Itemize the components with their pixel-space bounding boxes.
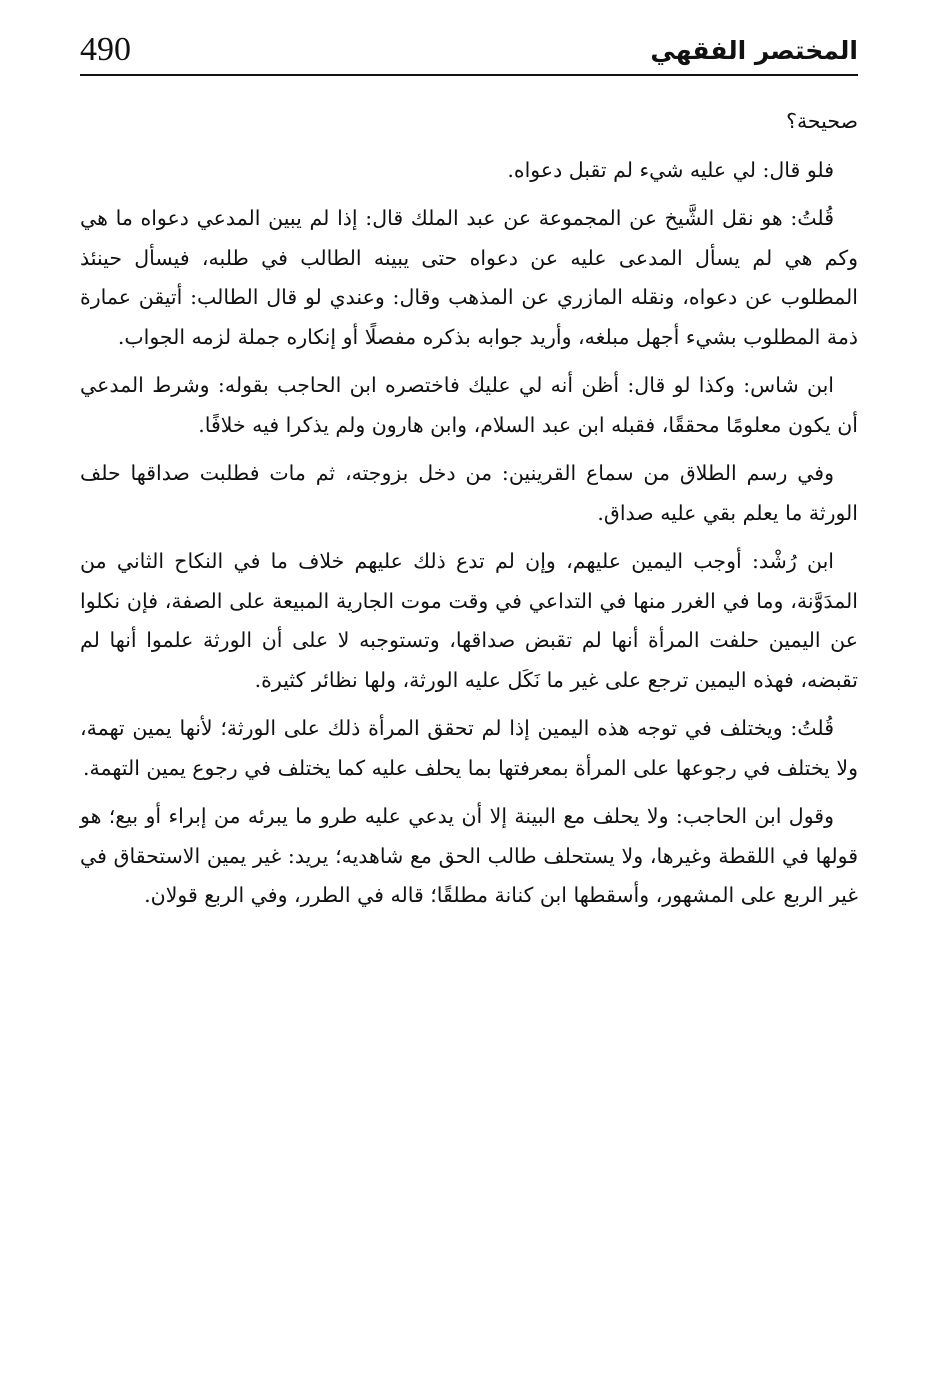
page-header bbox=[80, 24, 858, 78]
paragraph: صحيحة؟ bbox=[786, 109, 858, 133]
book-page bbox=[80, 24, 858, 925]
page-number: 490 bbox=[80, 31, 131, 68]
header-rule bbox=[80, 74, 858, 76]
paragraph: وفي رسم الطلاق من سماع القرينين: من دخل بزوجته، ثم مات فطلبت صداقها حلف الورثة ما يعلم بقي عليه صداق. bbox=[80, 461, 858, 525]
paragraph: ابن رُشْد: أوجب اليمين عليهم، وإن لم تدع ذلك عليهم خلاف ما في النكاح الثاني من المدَوَّنة، وما في الغرر منها في التداعي في وقت موت الجارية المبيعة على الصفة، فإن نكلوا عن اليمين حلفت المرأة أنها لم تقبض صداقها، وتستوجبه لا على أن الورثة علموا أنها لم تقبضه، فهذه اليمين ترجع على غير ما نَكَل عليه الورثة، ولها نظائر كثيرة. bbox=[80, 549, 858, 692]
paragraph: قُلتُ: ويختلف في توجه هذه اليمين إذا لم تحقق المرأة ذلك على الورثة؛ لأنها يمين تهمة، ولا يختلف في رجوعها على المرأة بمعرفتها بما يحلف عليه كما يختلف في رجوع يمين التهمة. bbox=[80, 716, 858, 780]
paragraph: وقول ابن الحاجب: ولا يحلف مع البينة إلا أن يدعي عليه طرو ما يبرئه من إبراء أو بيع؛ هو قولها في اللقطة وغيرها، ولا يستحلف طالب الحق مع شاهديه؛ يريد: غير يمين الاستحقاق في غير الربع على المشهور، وأسقطها ابن كنانة مطلقًا؛ قاله في الطرر، وفي الربع قولان. bbox=[80, 804, 858, 907]
running-title: المختصر الفقهي bbox=[650, 36, 858, 65]
page-body bbox=[80, 102, 858, 916]
paragraph: ابن شاس: وكذا لو قال: أظن أنه لي عليك فاختصره ابن الحاجب بقوله: وشرط المدعي أن يكون معلومًا محققًا، فقبله ابن عبد السلام، وابن هارون ولم يذكرا فيه خلافًا. bbox=[80, 373, 858, 437]
paragraph: قُلتُ: هو نقل الشَّيخ عن المجموعة عن عبد الملك قال: إذا لم يبين المدعي دعواه ما هي وكم هي لم يسأل المدعى عليه عن دعواه حتى يبينه الطالب في طلبه، فيسأل حينئذ المطلوب عن دعواه، ونقله المازري عن المذهب وقال: وعندي لو قال الطالب: أتيقن عمارة ذمة المطلوب بشيء أجهل مبلغه، وأريد جوابه بذكره مفصلًا أو إنكاره جملة لزمه الجواب. bbox=[80, 206, 858, 349]
paragraph: فلو قال: لي عليه شيء لم تقبل دعواه. bbox=[507, 157, 834, 182]
